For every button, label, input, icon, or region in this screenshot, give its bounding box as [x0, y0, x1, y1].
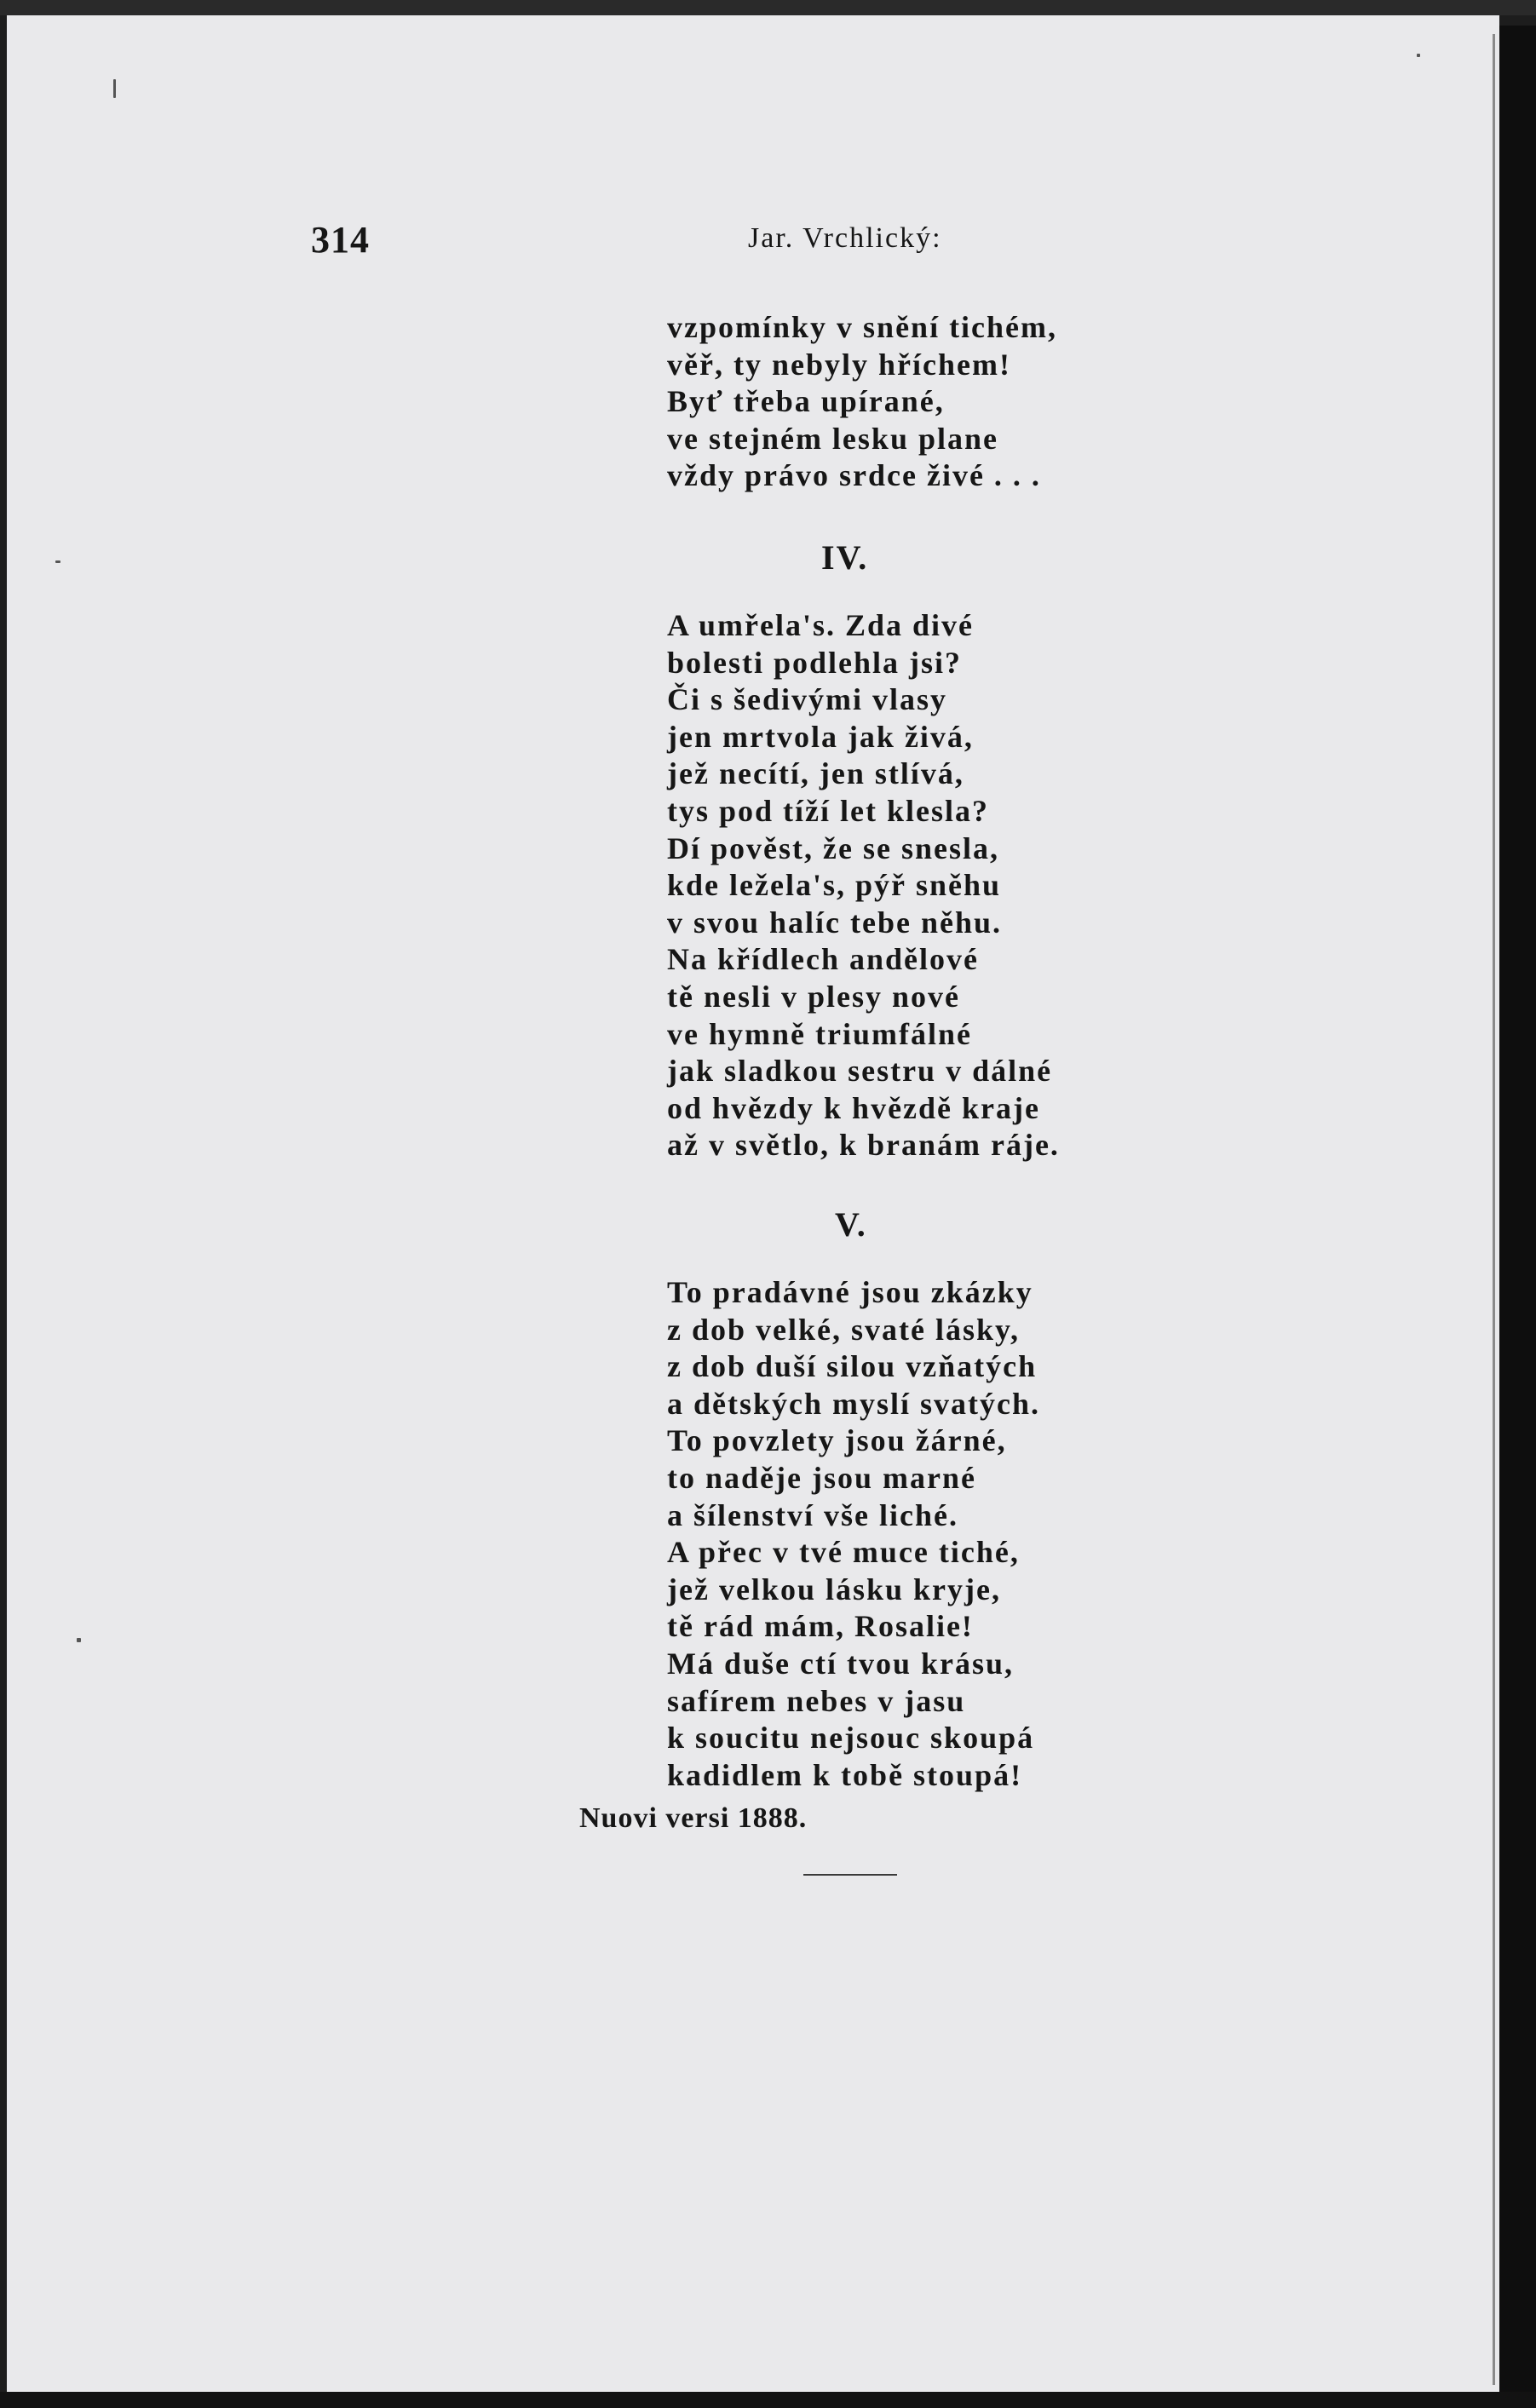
- verse-line: tys pod tíží let klesla?: [667, 793, 989, 828]
- verse-line: To pradávné jsou zkázky: [667, 1275, 1033, 1309]
- verse-line: Na křídlech andělové: [667, 942, 980, 977]
- verse-line: Dí pověst, že se snesla,: [667, 830, 999, 865]
- top-scan-edge: [0, 0, 1536, 15]
- section-heading-v: V.: [835, 1205, 867, 1244]
- verse-line: ve stejném lesku plane: [667, 421, 998, 456]
- verse-line: Či s šedivými vlasy: [667, 682, 948, 717]
- verse-line: vždy právo srdce živé . . .: [667, 458, 1041, 493]
- verse-line: ve hymně triumfálné: [667, 1016, 972, 1051]
- verse-line: až v světlo, k branám ráje.: [667, 1128, 1060, 1163]
- verse-line: a dětských myslí svatých.: [667, 1386, 1041, 1421]
- verse-line: bolesti podlehla jsi?: [667, 645, 963, 680]
- verse-line: to naděje jsou marné: [667, 1460, 976, 1495]
- source-citation: Nuovi versi 1888.: [579, 1802, 808, 1834]
- verse-line: v svou halíc tebe něhu.: [667, 905, 1003, 940]
- stanza-2: [667, 607, 1060, 1164]
- section-heading-iv: IV.: [821, 538, 869, 577]
- verse-line: safírem nebes v jasu: [667, 1683, 966, 1718]
- end-rule-divider: [803, 1874, 897, 1876]
- verse-line: jež velkou lásku kryje,: [667, 1572, 1001, 1606]
- verse-line: tě nesli v plesy nové: [667, 979, 960, 1014]
- right-scan-edge: [1499, 26, 1536, 2408]
- verse-line: od hvězdy k hvězdě kraje: [667, 1090, 1040, 1125]
- book-page: [7, 15, 1499, 2392]
- scan-speck: [55, 560, 60, 563]
- scan-speck: [1417, 54, 1420, 57]
- verse-line: z dob velké, svaté lásky,: [667, 1312, 1021, 1347]
- verse-line: jak sladkou sestru v dálné: [667, 1054, 1053, 1089]
- scan-speck: [77, 1638, 81, 1642]
- bottom-scan-edge: [0, 2392, 1536, 2408]
- stanza-1: [667, 309, 1057, 495]
- running-head-author: Jar. Vrchlický:: [748, 222, 942, 254]
- verse-line: kde ležela's, pýř sněhu: [667, 868, 1002, 903]
- verse-line: jež necítí, jen stlívá,: [667, 756, 964, 791]
- verse-line: To povzlety jsou žárné,: [667, 1423, 1007, 1458]
- verse-line: věř, ty nebyly hříchem!: [667, 347, 1011, 382]
- verse-line: z dob duší silou vzňatých: [667, 1349, 1038, 1384]
- verse-line: Má duše ctí tvou krásu,: [667, 1646, 1015, 1681]
- verse-line: A umřela's. Zda divé: [667, 608, 975, 642]
- verse-line: a šílenství vše liché.: [667, 1497, 958, 1532]
- verse-line: tě rád mám, Rosalie!: [667, 1609, 974, 1644]
- page-edge-line: [1493, 34, 1495, 2385]
- verse-line: A přec v tvé muce tiché,: [667, 1535, 1020, 1570]
- stanza-3: [667, 1274, 1040, 1794]
- verse-line: vzpomínky v snění tichém,: [667, 310, 1058, 344]
- scan-speck: [113, 79, 116, 98]
- verse-line: jen mrtvola jak živá,: [667, 719, 974, 754]
- verse-line: Byť třeba upírané,: [667, 384, 945, 419]
- page-number: 314: [311, 219, 370, 261]
- verse-line: kadidlem k tobě stoupá!: [667, 1757, 1023, 1792]
- verse-line: k soucitu nejsouc skoupá: [667, 1721, 1035, 1756]
